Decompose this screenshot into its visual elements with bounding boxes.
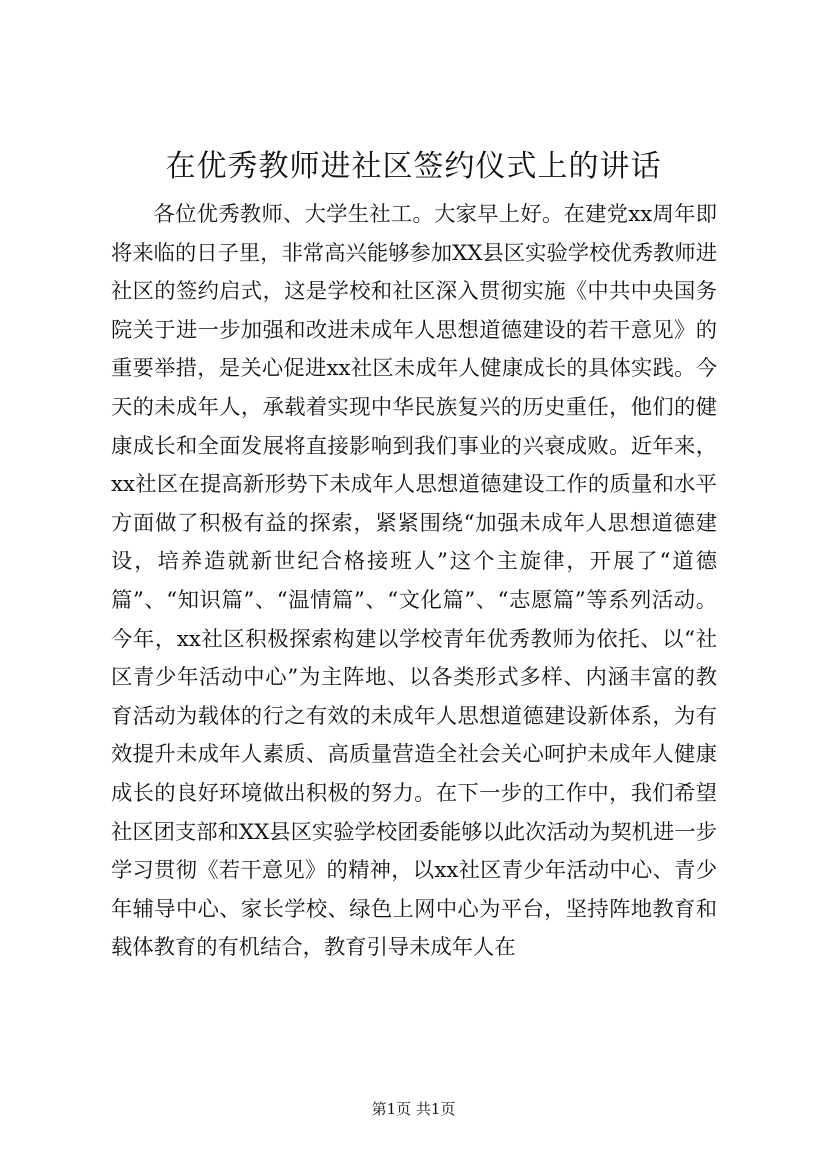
page-footer: 第1页 共1页 — [371, 1100, 456, 1118]
body-paragraph: 各位优秀教师、大学生社工。大家早上好。在建党xx周年即将来临的日子里，非常高兴能够参加XX县区实验学校优秀教师进社区的签约启式，这是学校和社区深入贯彻实施《中共中央国务院关于进一步加强和改进未成年人思想道德建设的若干意见》的重要举措，是关心促进xx社区未成年人健康成长的具体实践。今天的未成年人，承载着实现中华民族复兴的历史重任，他们的健康成长和全面发展将直接影响到我们事业的兴衰成败。近年来，xx社区在提高新形势下未成年人思想道德建设工作的质量和水平方面做了积极有益的探索，紧紧围绕“加强未成年人思想道德建设，培养造就新世纪合格接班人”这个主旋律，开展了“道德篇”、“知识篇”、“温情篇”、“文化篇”、“志愿篇”等系列活动。今年，xx社区积极探索构建以学校青年优秀教师为依托、以“社区青少年活动中心”为主阵地、以各类形式多样、内涵丰富的教育活动为载体的行之有效的未成年人思想道德建设新体系，为有效提升未成年人素质、高质量营造全社会关心呵护未成年人健康成长的良好环境做出积极的努力。在下一步的工作中，我们希望社区团支部和XX县区实验学校团委能够以此次活动为契机进一步学习贯彻《若干意见》的精神，以xx社区青少年活动中心、青少年辅导中心、家长学校、绿色上网中心为平台，坚持阵地教育和载体教育的有机结合，教育引导未成年人在 — [111, 202, 717, 961]
document-title: 在优秀教师进社区签约仪式上的讲话 — [165, 149, 662, 184]
